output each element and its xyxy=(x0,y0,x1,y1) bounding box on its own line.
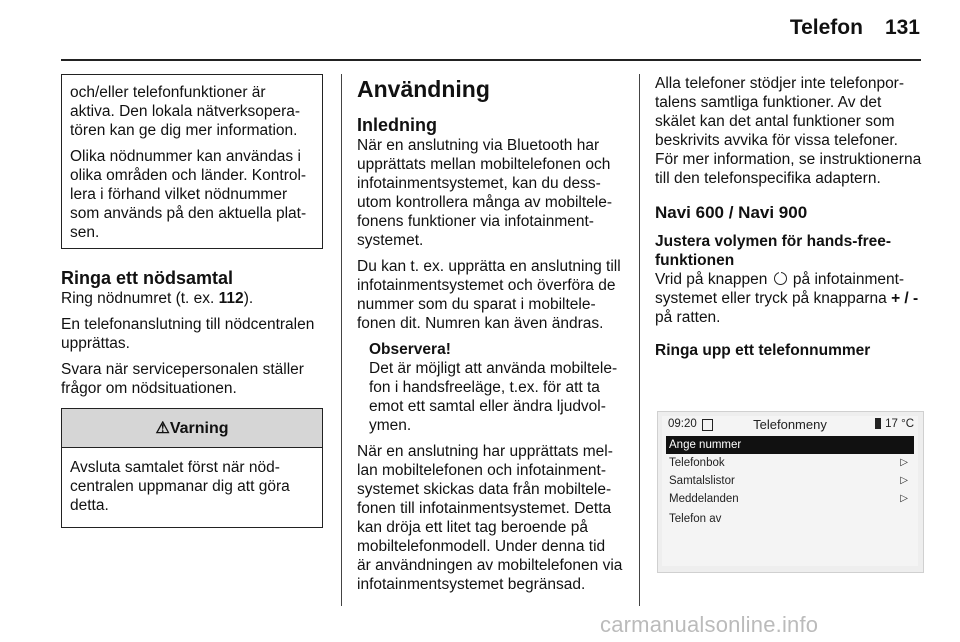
phone-menu-screen xyxy=(662,416,918,566)
page-number: 131 xyxy=(884,16,920,39)
menu-item-telefonbok[interactable] xyxy=(666,454,914,472)
screen-illustration xyxy=(657,411,924,573)
column-divider xyxy=(639,74,640,606)
info-paragraph: och/eller telefonfunktioner är aktiva. Den lokala nätverksoperatören kan ge dig mer information. xyxy=(70,84,301,139)
emergency-heading: Ringa ett nödsamtal xyxy=(61,268,234,288)
page-reference: 112 xyxy=(218,290,244,307)
note-label: Observera! xyxy=(369,341,451,358)
watermark: carmanualsonline.info xyxy=(600,612,819,637)
warning-icon: ⚠ xyxy=(155,419,170,437)
rotary-knob-icon xyxy=(774,272,787,285)
page-header xyxy=(790,16,920,40)
menu-item-label: Telefonbok xyxy=(669,457,725,469)
text-run: Ring nödnumret (t. ex. xyxy=(61,290,219,307)
info-box xyxy=(61,74,323,249)
screen-status-right xyxy=(875,418,914,430)
paragraph: När en anslutning har upprättats mellan mobiltelefonen och infotainmentsystemet skickas data från mobiltelefonen till infotainmentsystemet. Detta kan dröja ett litet tag beroende på mobiltelefonmodell. Under denna tid är användningen av mobiltelefonen via infotainmentsystemet begränsad. xyxy=(357,443,623,593)
warning-title: Varning xyxy=(169,419,229,437)
menu-item-telefon-av[interactable] xyxy=(666,510,914,528)
battery-icon xyxy=(875,418,881,429)
menu-item-label: Telefon av xyxy=(669,513,722,525)
screen-menu-list xyxy=(666,436,914,528)
usage-heading: Användning xyxy=(357,76,490,102)
menu-item-label: Ange nummer xyxy=(669,439,742,451)
menu-item-samtalslistor[interactable] xyxy=(666,472,914,490)
paragraph: När en anslutning via Bluetooth har upprättats mellan mobiltelefonen och infotainmentsystemet, kan du dessutom kontrollera många av mobiltelefonens funktioner via infotainmentsystemet. xyxy=(357,137,613,249)
column-left xyxy=(61,74,323,528)
dial-subheading: Ringa upp ett telefonnummer xyxy=(655,342,871,359)
column-middle xyxy=(357,74,623,601)
chevron-right-icon: ▷ xyxy=(900,475,908,486)
paragraph: Du kan t. ex. upprätta en anslutning till infotainmentsystemet och överföra de nummer som du sparat i mobiltelefonen dit. Numren kan även ändras. xyxy=(357,258,621,332)
navi-heading: Navi 600 / Navi 900 xyxy=(655,203,808,222)
button-reference: + / - xyxy=(891,290,919,307)
intro-heading: Inledning xyxy=(357,115,437,135)
header-rule xyxy=(61,59,921,61)
text-run: Vrid på knappen xyxy=(655,271,772,288)
screen-status-bar xyxy=(662,416,918,434)
text-run: på ratten. xyxy=(655,309,721,326)
section-title: Telefon xyxy=(789,16,863,39)
text-run: på infotainmentsystemet eller tryck på knapparna xyxy=(655,271,905,307)
chevron-right-icon: ▷ xyxy=(900,457,908,468)
menu-item-label: Meddelanden xyxy=(669,493,739,505)
paragraph: En telefonanslutning till nödcentralen upprättas. xyxy=(61,316,315,352)
warning-box xyxy=(61,408,323,528)
column-divider xyxy=(341,74,342,606)
warning-header xyxy=(62,409,322,448)
menu-item-label: Samtalslistor xyxy=(669,475,735,487)
warning-text: Avsluta samtalet först när nödcentralen uppmanar dig att göra detta. xyxy=(70,459,290,514)
paragraph xyxy=(61,289,323,308)
info-paragraph: Olika nödnummer kan användas i olika områden och länder. Kontrollera i förhand vilket nödnummer som används på den aktuella platsen. xyxy=(70,148,307,241)
screen-title: Telefonmeny xyxy=(753,417,827,432)
screen-time: 09:20 xyxy=(668,418,697,430)
chevron-right-icon: ▷ xyxy=(900,493,908,504)
column-right xyxy=(655,74,923,360)
volume-subheading: Justera volymen för hands-free-funktionen xyxy=(655,233,892,269)
menu-item-meddelanden[interactable] xyxy=(666,490,914,508)
paragraph: Alla telefoner stödjer inte telefonportalens samtliga funktioner. Av det skälet kan det antal funktioner som beskrivits avvika för vissa telefoner. För mer information, se instruktionerna till den telefonspecifika adaptern. xyxy=(655,75,922,187)
note-text: Det är möjligt att använda mobiltelefon i handsfreeläge, t.ex. för att ta emot ett samtal eller ändra ljudvolymen. xyxy=(369,360,618,434)
paragraph: Svara när servicepersonalen ställer frågor om nödsituationen. xyxy=(61,361,304,397)
paragraph xyxy=(655,270,923,327)
note-block xyxy=(369,340,623,435)
menu-item-ange-nummer[interactable] xyxy=(666,436,914,454)
screen-temperature: 17 °C xyxy=(885,418,914,430)
text-run: ). xyxy=(243,290,254,307)
